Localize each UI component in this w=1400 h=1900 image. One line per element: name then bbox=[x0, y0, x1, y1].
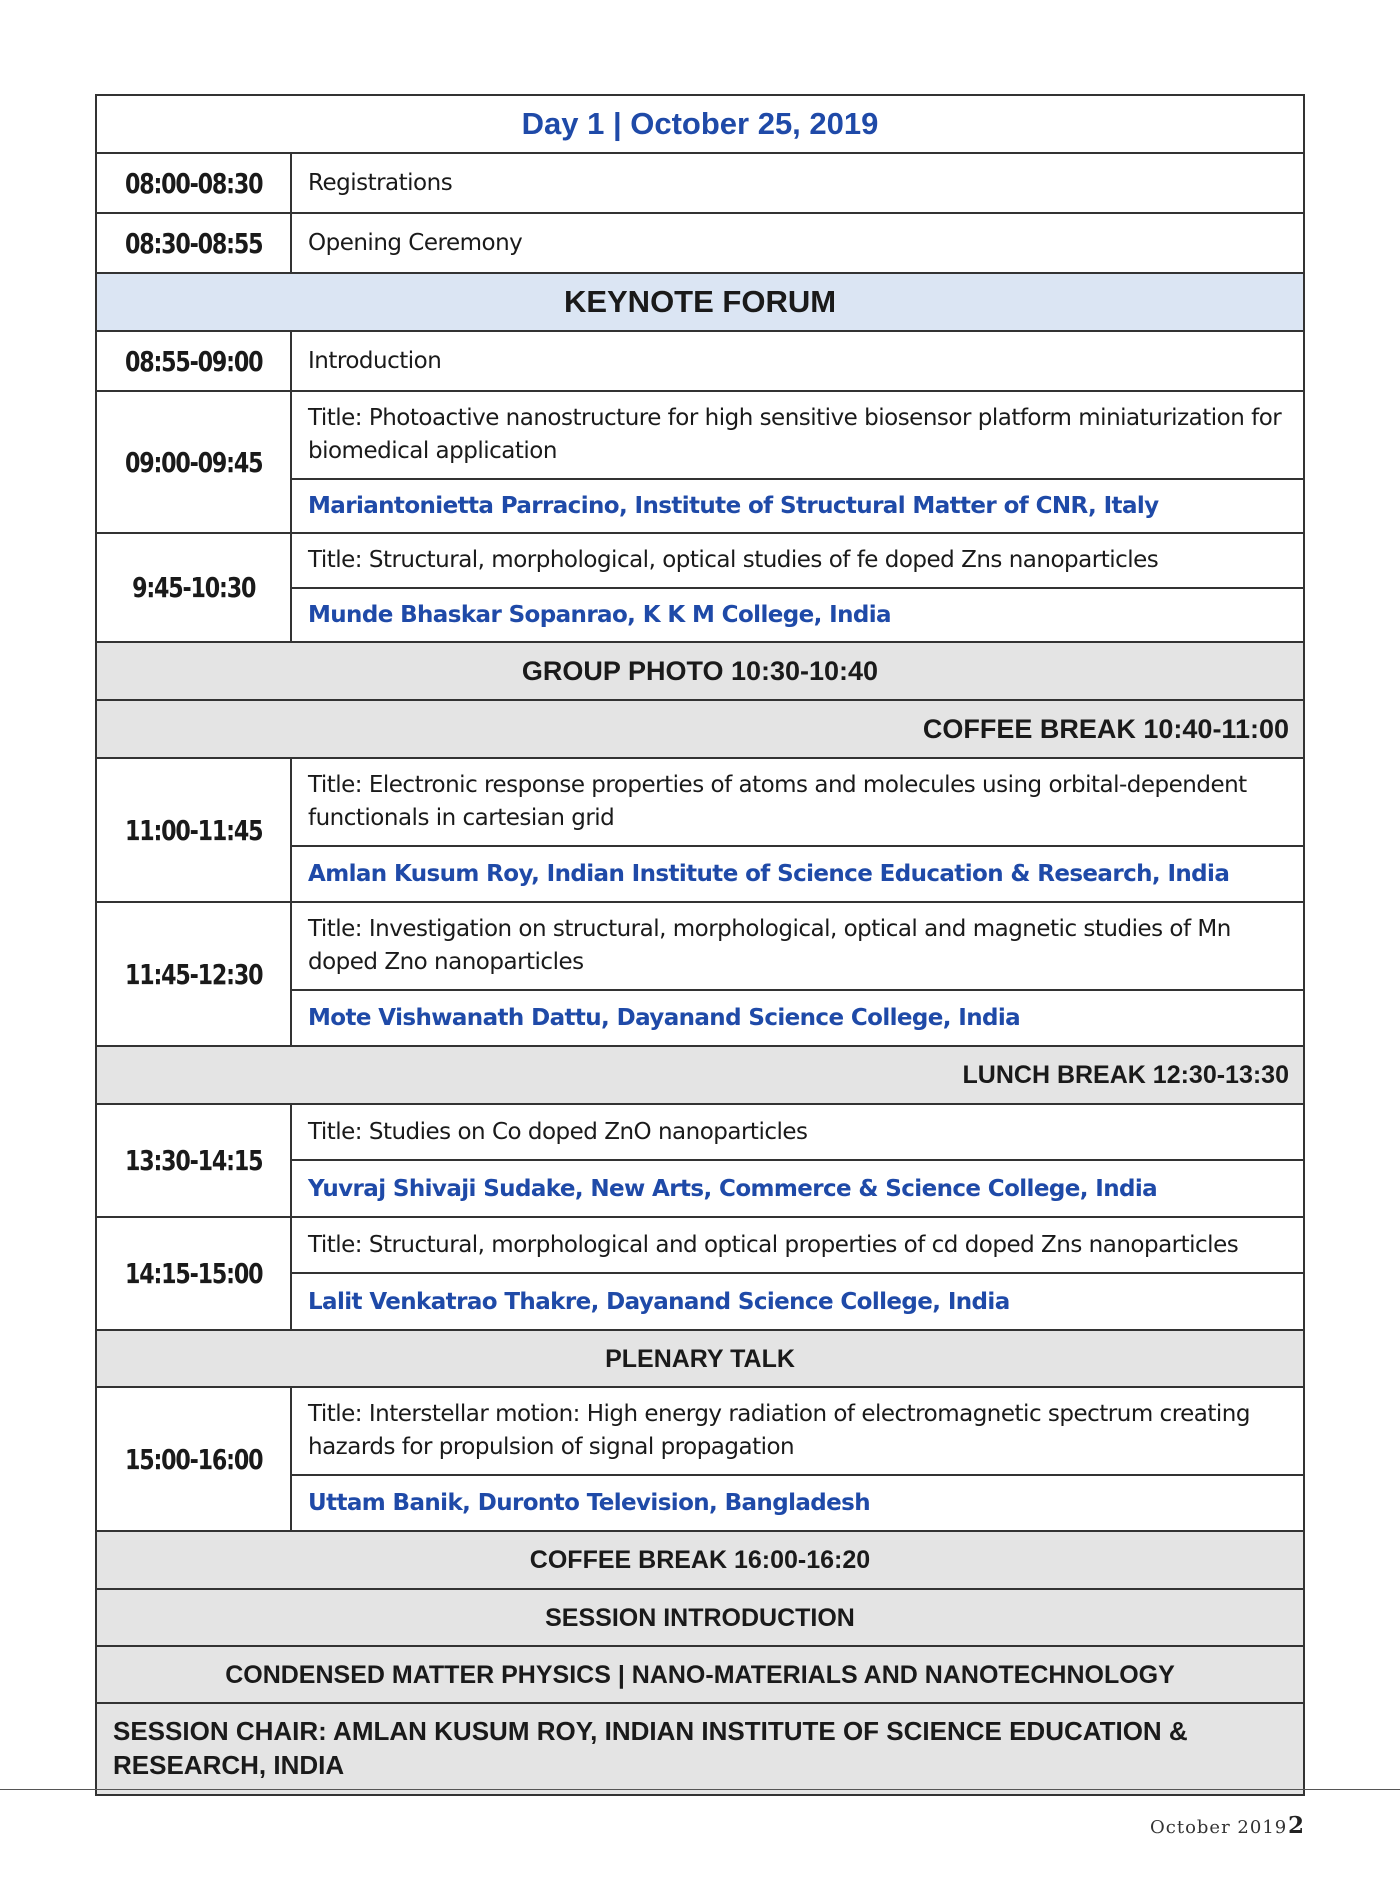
time-cell: 15:00-16:00 bbox=[108, 1387, 280, 1531]
talk-title: Title: Interstellar motion: High energy radiation of electromagnetic spectrum creating hazards for propulsion of signal propagation bbox=[291, 1387, 1304, 1475]
talk-speaker: Yuvraj Shivaji Sudake, New Arts, Commerce & Science College, India bbox=[291, 1160, 1304, 1217]
time-cell: 14:15-15:00 bbox=[108, 1217, 280, 1330]
time-cell: 08:00-08:30 bbox=[108, 153, 280, 213]
agenda-item-opening: Opening Ceremony bbox=[291, 213, 1304, 273]
agenda-item-introduction: Introduction bbox=[291, 331, 1304, 391]
time-cell: 08:55-09:00 bbox=[108, 331, 280, 391]
talk-title: Title: Photoactive nanostructure for high sensitive biosensor platform miniaturization for biomedical application bbox=[291, 391, 1304, 479]
talk-speaker: Mariantonietta Parracino, Institute of Structural Matter of CNR, Italy bbox=[291, 479, 1304, 533]
talk-title: Title: Electronic response properties of atoms and molecules using orbital-dependent functionals in cartesian grid bbox=[291, 758, 1304, 846]
talk-title: Title: Studies on Co doped ZnO nanoparticles bbox=[291, 1104, 1304, 1160]
coffee-break-band: COFFEE BREAK 10:40-11:00 bbox=[96, 700, 1304, 758]
agenda-item-registrations: Registrations bbox=[291, 153, 1304, 213]
talk-title: Title: Structural, morphological and optical properties of cd doped Zns nanoparticles bbox=[291, 1217, 1304, 1273]
time-cell: 08:30-08:55 bbox=[108, 213, 280, 273]
time-cell: 09:00-09:45 bbox=[108, 391, 280, 533]
keynote-forum-band: KEYNOTE FORUM bbox=[96, 273, 1304, 331]
talk-speaker: Lalit Venkatrao Thakre, Dayanand Science College, India bbox=[291, 1273, 1304, 1330]
talk-speaker: Mote Vishwanath Dattu, Dayanand Science College, India bbox=[291, 990, 1304, 1046]
footer-divider bbox=[0, 1789, 1400, 1790]
talk-speaker: Uttam Banik, Duronto Television, Bangladesh bbox=[291, 1475, 1304, 1531]
session-introduction-band: SESSION INTRODUCTION bbox=[96, 1589, 1304, 1646]
day-header: Day 1 | October 25, 2019 bbox=[96, 95, 1304, 153]
time-cell: 9:45-10:30 bbox=[108, 533, 280, 642]
group-photo-band: GROUP PHOTO 10:30-10:40 bbox=[96, 642, 1304, 700]
footer-date: October 2019 bbox=[1150, 1817, 1288, 1838]
talk-title: Title: Structural, morphological, optical studies of fe doped Zns nanoparticles bbox=[291, 533, 1304, 588]
talk-speaker: Amlan Kusum Roy, Indian Institute of Science Education & Research, India bbox=[291, 846, 1304, 902]
plenary-talk-band: PLENARY TALK bbox=[96, 1330, 1304, 1387]
coffee-break-band-2: COFFEE BREAK 16:00-16:20 bbox=[96, 1531, 1304, 1589]
time-cell: 11:45-12:30 bbox=[108, 902, 280, 1046]
time-cell: 11:00-11:45 bbox=[108, 758, 280, 902]
agenda-table bbox=[95, 94, 1305, 1796]
session-topic-band: CONDENSED MATTER PHYSICS | NANO-MATERIALS AND NANOTECHNOLOGY bbox=[96, 1646, 1304, 1703]
time-cell: 13:30-14:15 bbox=[108, 1104, 280, 1217]
session-chair-band: SESSION CHAIR: AMLAN KUSUM ROY, INDIAN INSTITUTE OF SCIENCE EDUCATION & RESEARCH, INDIA bbox=[96, 1703, 1304, 1795]
talk-speaker: Munde Bhaskar Sopanrao, K K M College, India bbox=[291, 588, 1304, 642]
lunch-break-band: LUNCH BREAK 12:30-13:30 bbox=[96, 1046, 1304, 1104]
page-number: 2 bbox=[1288, 1812, 1305, 1839]
talk-title: Title: Investigation on structural, morphological, optical and magnetic studies of Mn doped Zno nanoparticles bbox=[291, 902, 1304, 990]
